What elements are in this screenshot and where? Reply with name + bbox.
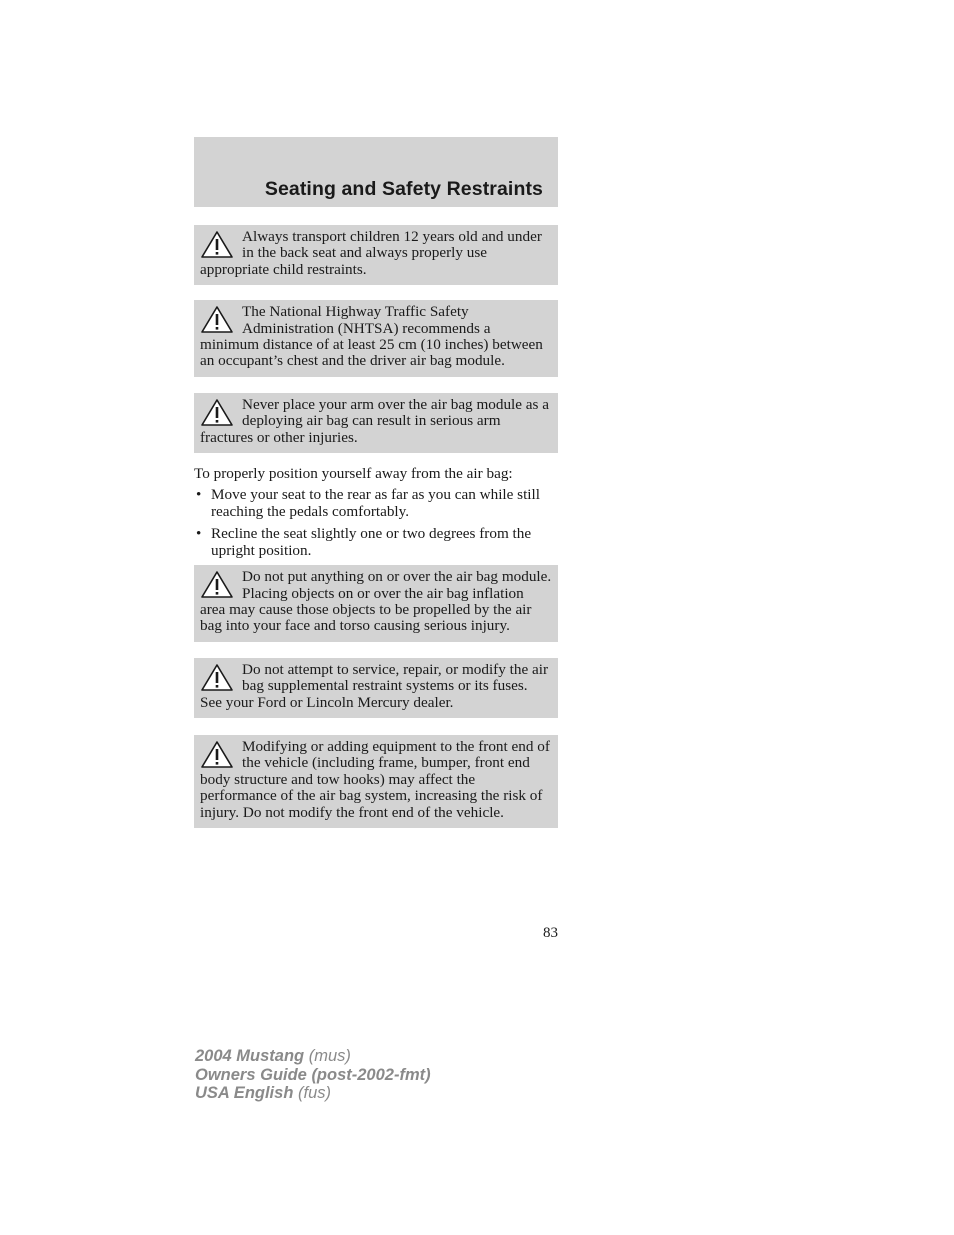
- list-item-text: Move your seat to the rear as far as you can while still reaching the pedals comfortably.: [211, 486, 540, 520]
- footer-guide: Owners Guide (post-2002-fmt): [195, 1065, 431, 1084]
- warning-text: The National Highway Traffic Safety Administration (NHTSA) recommends a minimum distance of at least 25 cm (10 inches) between an occupant’s chest and the driver air bag module.: [200, 303, 543, 370]
- warning-triangle-icon: [200, 740, 234, 770]
- warning-box: [194, 735, 558, 828]
- footer-language-code: (fus): [298, 1084, 331, 1102]
- warning-triangle-icon: [200, 570, 234, 600]
- footer-model-code: (mus): [308, 1047, 351, 1065]
- warning-box: [194, 658, 558, 718]
- warning-text: Do not put anything on or over the air bag module. Placing objects on or over the air bag inflation area may cause those objects to be propelled by the air bag into your face and torso causing serious injury.: [200, 568, 552, 635]
- footer-line-guide: [195, 1066, 431, 1085]
- warning-text: Modifying or adding equipment to the front end of the vehicle (including frame, bumper, front end body structure and tow hooks) may affect the performance of the air bag system, increasing the risk of injury. Do not modify the front end of the vehicle.: [200, 737, 550, 821]
- footer-language: USA English: [195, 1084, 294, 1102]
- warning-text: Do not attempt to service, repair, or modify the air bag supplemental restraint systems or its fuses. See your Ford or Lincoln Mercury dealer.: [200, 660, 548, 711]
- page-number: 83: [543, 925, 558, 941]
- bullet-icon: •: [196, 525, 202, 543]
- warning-triangle-icon: [200, 230, 234, 260]
- list-item: [194, 526, 558, 559]
- section-title: Seating and Safety Restraints: [264, 178, 543, 200]
- warning-triangle-icon: [200, 663, 234, 693]
- warning-text: Always transport children 12 years old and under in the back seat and always properly use appropriate child restraints.: [200, 228, 542, 278]
- manual-page: [194, 137, 558, 828]
- warning-triangle-icon: [200, 305, 234, 335]
- footer-line-model: [195, 1047, 431, 1066]
- section-header: [194, 137, 558, 207]
- warning-box: [194, 565, 558, 642]
- warning-box: [194, 225, 558, 285]
- warning-box: [194, 393, 558, 453]
- list-item: [194, 487, 558, 520]
- list-item-text: Recline the seat slightly one or two degrees from the upright position.: [211, 525, 532, 559]
- document-footer: [195, 1047, 431, 1103]
- bullet-list: [194, 487, 558, 559]
- warning-triangle-icon: [200, 398, 234, 428]
- warning-text: Never place your arm over the air bag module as a deploying air bag can result in serious arm fractures or other injuries.: [200, 395, 549, 446]
- footer-line-language: [195, 1084, 431, 1103]
- bullet-icon: •: [196, 486, 202, 504]
- footer-model: 2004 Mustang: [195, 1047, 305, 1065]
- warning-box: [194, 300, 558, 377]
- intro-paragraph: To properly position yourself away from the air bag:: [194, 465, 513, 483]
